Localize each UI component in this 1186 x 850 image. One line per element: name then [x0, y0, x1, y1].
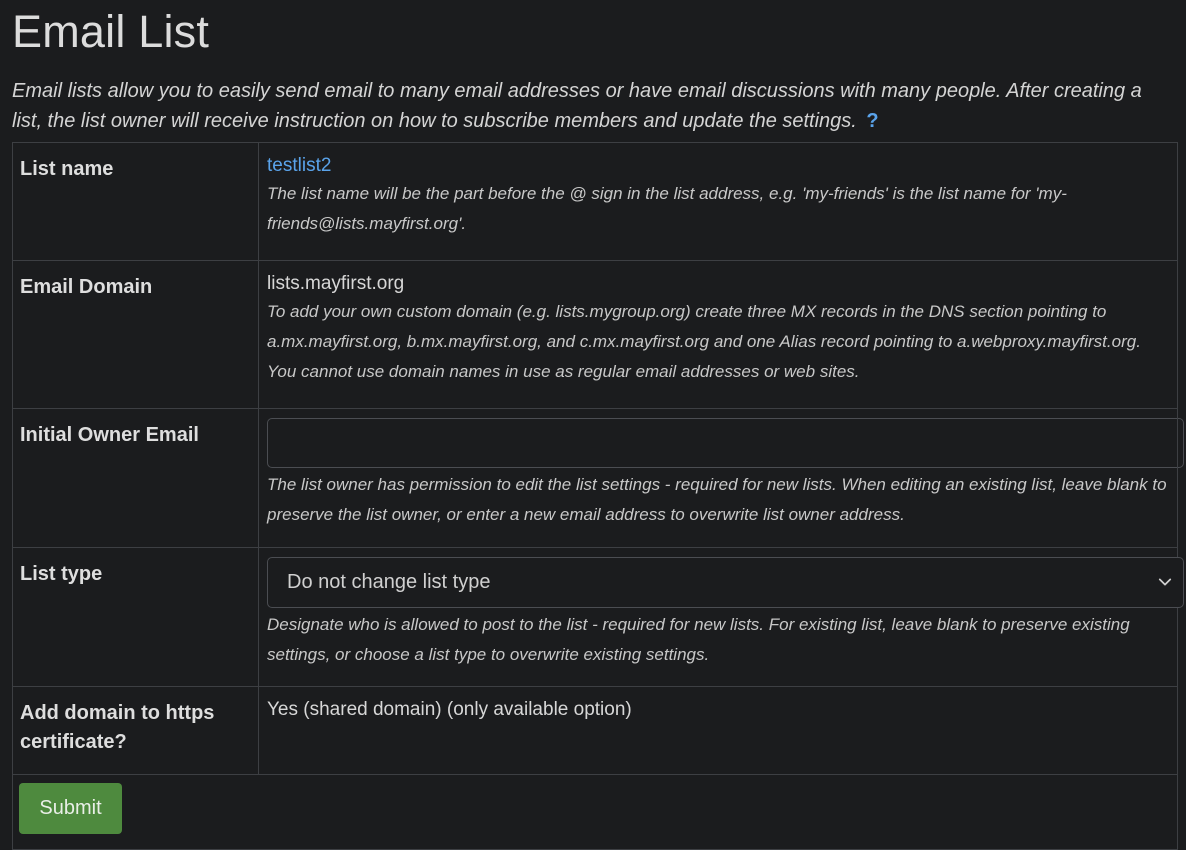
form-row-list-type — [13, 548, 1178, 687]
page-intro — [12, 76, 1172, 136]
form-row-email-domain — [13, 261, 1178, 409]
submit-cell — [13, 775, 1178, 850]
email-list-form — [12, 142, 1178, 850]
list-type-hint: Designate who is allowed to post to the list - required for new lists. For existing list, leave blank to preserve existing settings, or choose a list type to overwrite existing settings. — [267, 615, 1130, 664]
initial-owner-email-input[interactable] — [267, 418, 1184, 468]
form-row-submit — [13, 775, 1178, 850]
help-link[interactable]: ? — [866, 110, 879, 132]
chevron-down-icon — [1158, 575, 1172, 589]
list-type-select[interactable] — [267, 557, 1184, 608]
list-name-link[interactable]: testlist2 — [267, 155, 332, 176]
list-name-label: List name — [13, 143, 259, 261]
email-domain-cell — [259, 261, 1178, 409]
intro-text: Email lists allow you to easily send email to many email addresses or have email discussions with many people. After creating a list, the list owner will receive instruction on how to subscribe members and update the settings. — [12, 80, 1142, 132]
list-name-cell — [259, 143, 1178, 261]
submit-button[interactable]: Submit — [19, 783, 122, 834]
list-type-label: List type — [13, 548, 259, 687]
list-name-hint: The list name will be the part before the @ sign in the list address, e.g. 'my-friends' is the list name for 'my-friends@lists.mayfirst.org'. — [267, 184, 1067, 233]
initial-owner-email-hint: The list owner has permission to edit the list settings - required for new lists. When editing an existing list, leave blank to preserve the list owner, or enter a new email address to overwrite list owner address. — [267, 475, 1167, 524]
email-domain-hint: To add your own custom domain (e.g. lists.mygroup.org) create three MX records in the DNS section pointing to a.mx.mayfirst.org, b.mx.mayfirst.org, and c.mx.mayfirst.org and one Alias record pointing to a.webproxy.mayfirst.org. You cannot use domain names in use as regular email addresses or web sites. — [267, 302, 1141, 381]
page-title: Email List — [12, 6, 210, 57]
list-type-selected: Do not change list type — [287, 571, 491, 593]
form-row-initial-owner-email — [13, 409, 1178, 548]
email-domain-label: Email Domain — [13, 261, 259, 409]
form-row-list-name — [13, 143, 1178, 261]
list-type-cell — [259, 548, 1178, 687]
email-domain-value: lists.mayfirst.org — [267, 273, 405, 294]
form-row-https — [13, 687, 1178, 775]
initial-owner-email-cell — [259, 409, 1178, 548]
https-value: Yes (shared domain) (only available option) — [267, 699, 632, 720]
https-label: Add domain to https certificate? — [13, 687, 259, 775]
https-cell — [259, 687, 1178, 775]
initial-owner-email-label: Initial Owner Email — [13, 409, 259, 548]
